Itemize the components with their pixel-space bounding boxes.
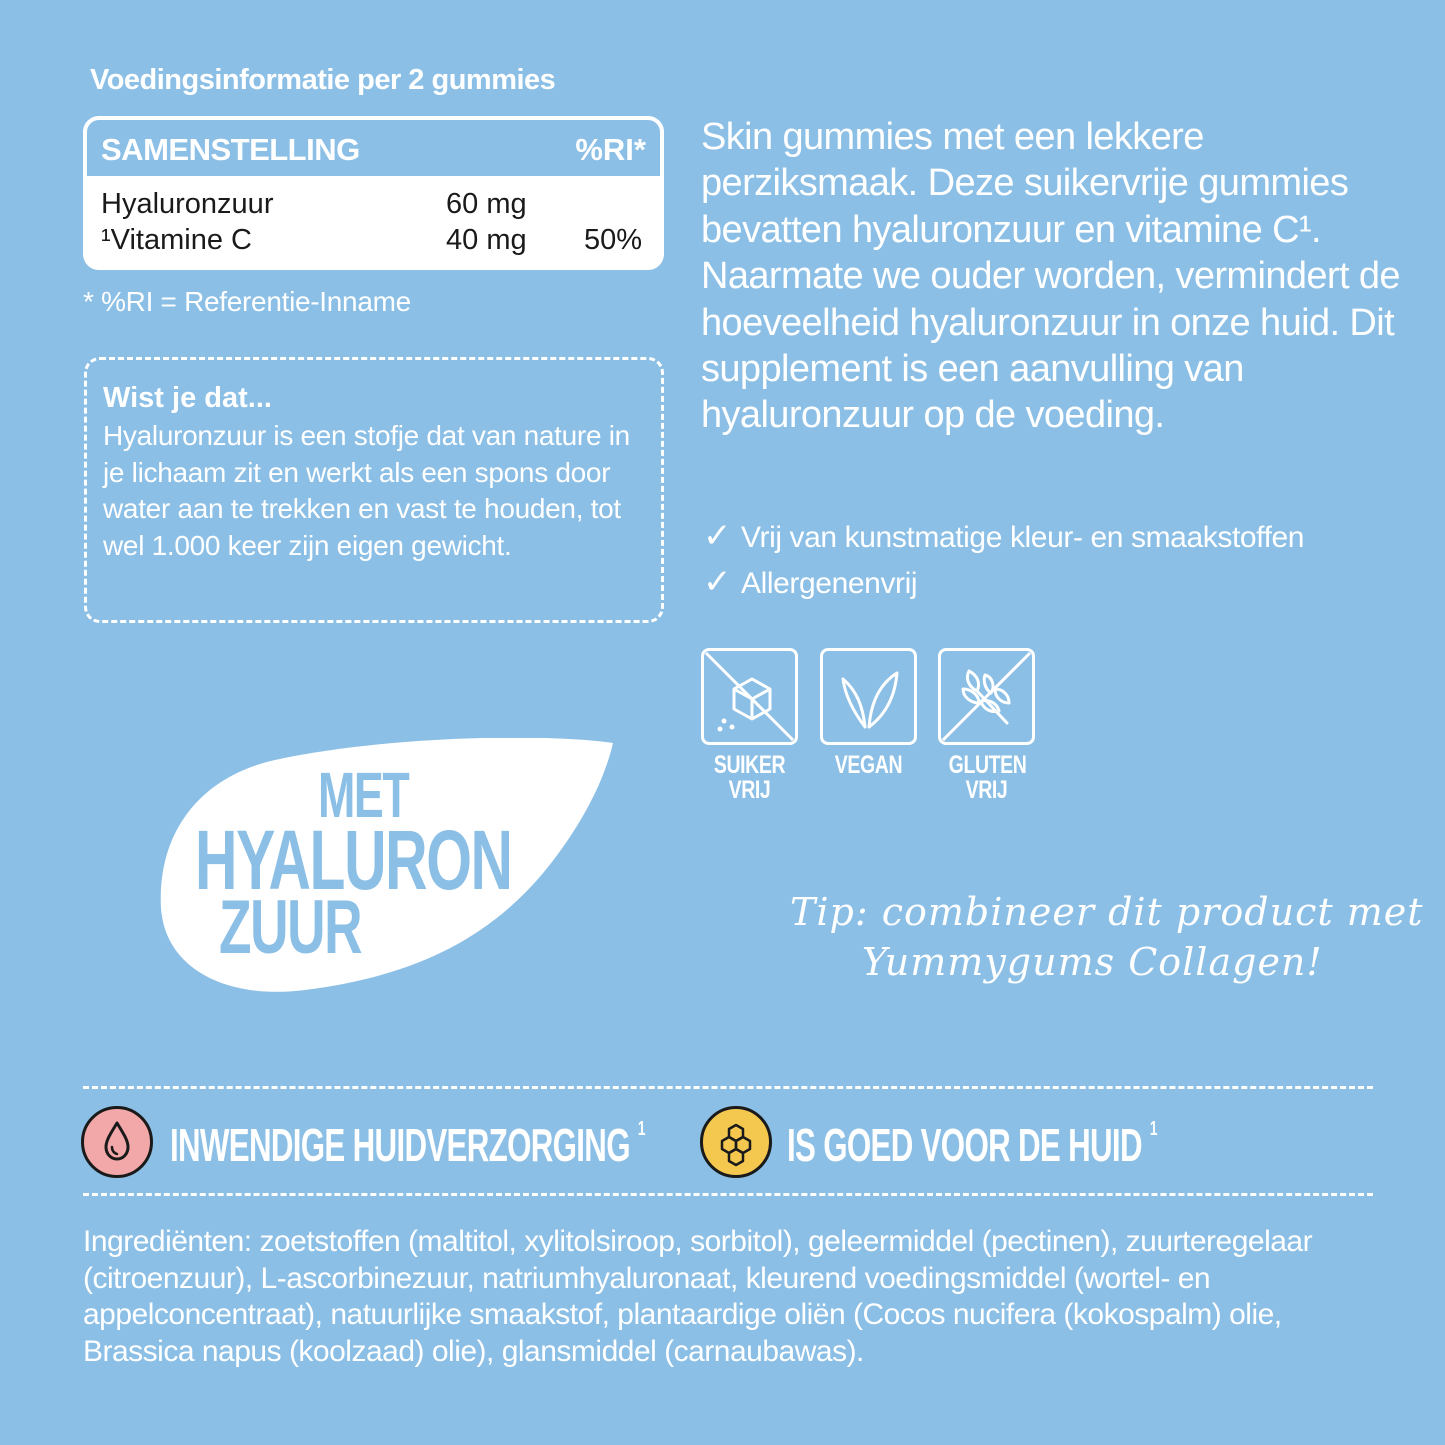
badge-label-line2: VRIJ (965, 776, 1008, 804)
product-description: Skin gummies met een lekkere perziksmaak. Deze suikervrije gummies bevatten hyaluronzuur en vitamine C¹. Naarmate we ouder worden, vermindert de hoeveelheid hyaluronzuur in onze huid. Dit supplement is een aanvulling van hyaluronzuur op de voeding. (701, 116, 1400, 437)
honeycomb-icon (700, 1106, 772, 1178)
feature-label: Vrij van kunstmatige kleur- en smaakstoffen (741, 521, 1305, 554)
badge-sugar-free (701, 648, 798, 803)
row-amount: 40 mg (446, 224, 527, 256)
benefit-footnote-marker: 1 (1149, 1118, 1157, 1140)
benefit-label (787, 1118, 1157, 1172)
water-drop-icon (81, 1106, 153, 1178)
divider (83, 1193, 1373, 1196)
nutrition-table (83, 116, 664, 270)
feature-item (703, 516, 1304, 556)
badge-vegan (820, 648, 917, 778)
benefit-text: IS GOED VOOR DE HUID (787, 1119, 1142, 1171)
did-you-know-body: Hyaluronzuur is een stofje dat van nature in je lichaam zit en werkt als een spons door water aan te trekken en vast te houden, tot wel 1.000 keer zijn eigen gewicht. (103, 420, 630, 561)
vegan-leaf-icon (820, 648, 917, 745)
sugar-free-icon (701, 648, 798, 745)
column-header-composition: SAMENSTELLING (101, 132, 360, 167)
leaf-text-line: MET (318, 759, 409, 831)
column-header-ri: %RI* (575, 132, 646, 167)
leaf-text-line: HYALURON (195, 813, 512, 907)
tip-line: Tip: combineer dit product met (790, 890, 1424, 934)
leaf-text-line: ZUUR (219, 885, 362, 970)
badge-label-line2: VRIJ (728, 776, 771, 804)
row-name: Hyaluronzuur (101, 188, 274, 220)
feature-label: Allergenenvrij (741, 567, 918, 600)
check-icon: ✓ (703, 517, 732, 555)
row-amount: 60 mg (446, 188, 527, 220)
ingredients-text: Ingrediënten: zoetstoffen (maltitol, xylitolsiroop, sorbitol), geleermiddel (pectinen), zuurteregelaar (citroenzuur), L-ascorbinezuur, natriumhyaluronaat, kleurend voedingsmiddel (wortel- en appelconcentraat), natuurlijke smaakstof, plantaardige oliën (Cocos nucifera (kokospalm) olie, Brassica napus (koolzaad) olie), glansmiddel (carnaubawas). (83, 1225, 1313, 1368)
tip-line: Yummygums Collagen! (862, 940, 1323, 984)
table-header (87, 120, 660, 176)
feature-item (703, 562, 917, 602)
row-name: ¹Vitamine C (101, 224, 252, 256)
ri-footnote: * %RI = Referentie-Inname (83, 286, 411, 317)
did-you-know-title: Wist je dat... (103, 382, 272, 414)
badge-label-line1: VEGAN (834, 751, 903, 779)
check-icon: ✓ (703, 563, 732, 601)
badge-label-line1: GLUTEN (948, 751, 1027, 779)
nutrition-heading: Voedingsinformatie per 2 gummies (90, 64, 556, 96)
badge-label-line1: SUIKER (713, 751, 786, 779)
badge-gluten-free (938, 648, 1035, 803)
benefit-footnote-marker: 1 (637, 1118, 645, 1140)
did-you-know-box (84, 357, 664, 623)
benefit-label (170, 1118, 645, 1172)
gluten-free-icon (938, 648, 1035, 745)
table-row (101, 188, 646, 224)
divider (83, 1086, 1373, 1089)
table-row (101, 224, 646, 260)
benefit-text: INWENDIGE HUIDVERZORGING (170, 1119, 630, 1171)
row-ri: 50% (583, 224, 642, 256)
